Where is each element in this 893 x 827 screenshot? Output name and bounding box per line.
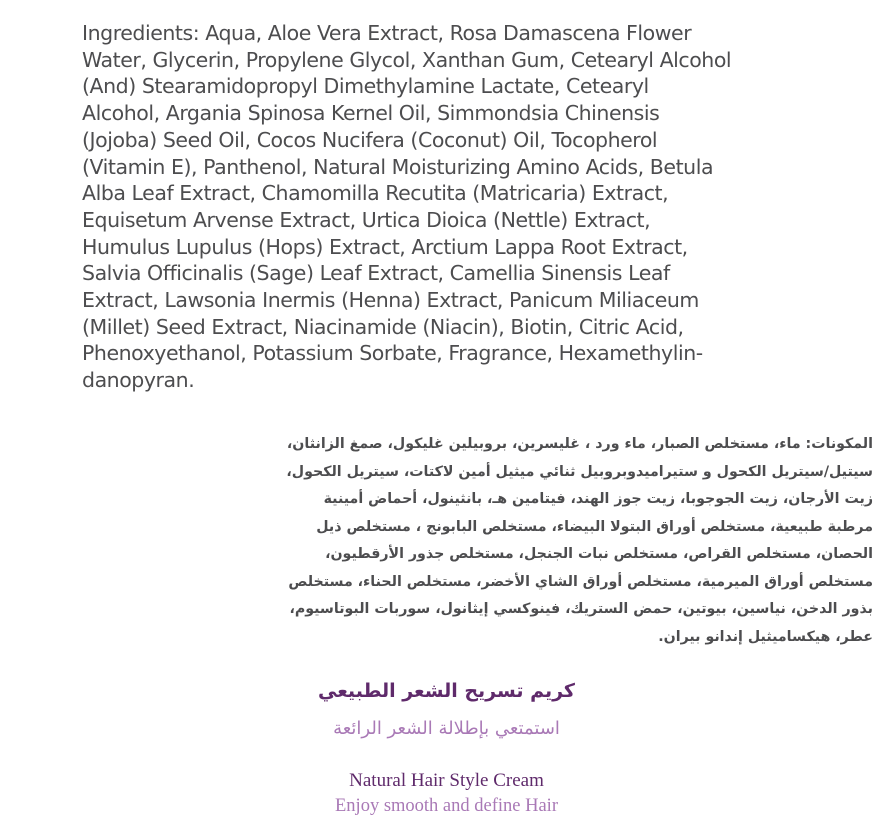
product-title-arabic: كريم تسريح الشعر الطبيعي [317,680,575,702]
ingredients-arabic: المكونات: ماء، مستخلص الصبار، ماء ورد ، غليسرين، بروبيلين غليكول، صمغ الزانثان، سيتيل/سيتريل الكحول و ستيراميدوبروبيل ثنائي ميثيل أمين لاكتات، سيتريل الكحول، زيت الأرجان، زيت الجوجوبا، زيت جوز الهند، فيتامين هـ، بانثينول، أحماض أمينية مرطبة طبيعية، مستخلص أوراق البتولا البيضاء، مستخلص البابونج ، مستخلص ذيل الحصان، مستخلص القراص، مستخلص نبات الجنجل، مستخلص جذور الأرقطيون، مستخلص أوراق الميرمية، مستخلص أوراق الشاي الأخضر، مستخلص الحناء، مستخلص بذور الدخن، نياسين، بيوتين، حمض الستريك، فينوكسي إيثانول، سوربات البوتاسيوم، عطر، هيكساميثيل إندانو بيران. [286,436,873,645]
product-subtitle-english: Enjoy smooth and define Hair [335,796,558,816]
ingredients-english: Ingredients: Aqua, Aloe Vera Extract, Rosa Damascena Flower Water, Glycerin, Propylene Glycol, Xanthan Gum, Cetearyl Alcohol (And) Stearamidopropyl Dimethylamine Lactate, Cetearyl Alcohol, Argania Spinosa Kernel Oil, Simmondsia Chinensis (Jojoba) Seed Oil, Cocos Nucifera (Coconut) Oil, Tocopherol (Vitamin E), Panthenol, Natural Moisturizing Amino Acids, Betula Alba Leaf Extract, Chamomilla Recutita (Matricaria) Extract, Equisetum Arvense Extract, Urtica Dioica (Nettle) Extract, Humulus Lupulus (Hops) Extract, Arctium Lappa Root Extract, Salvia Officinalis (Sage) Leaf Extract, Camellia Sinensis Leaf Extract, Lawsonia Inermis (Henna) Extract, Panicum Miliaceum (Millet) Seed Extract, Niacinamide (Niacin), Biotin, Citric Acid, Phenoxyethanol, Potassium Sorbate, Fragrance, Hexamethylin- danopyran. [82,21,732,393]
product-subtitle-arabic: استمتعي بإطلالة الشعر الرائعة [333,718,560,739]
product-title-english: Natural Hair Style Cream [349,770,544,791]
